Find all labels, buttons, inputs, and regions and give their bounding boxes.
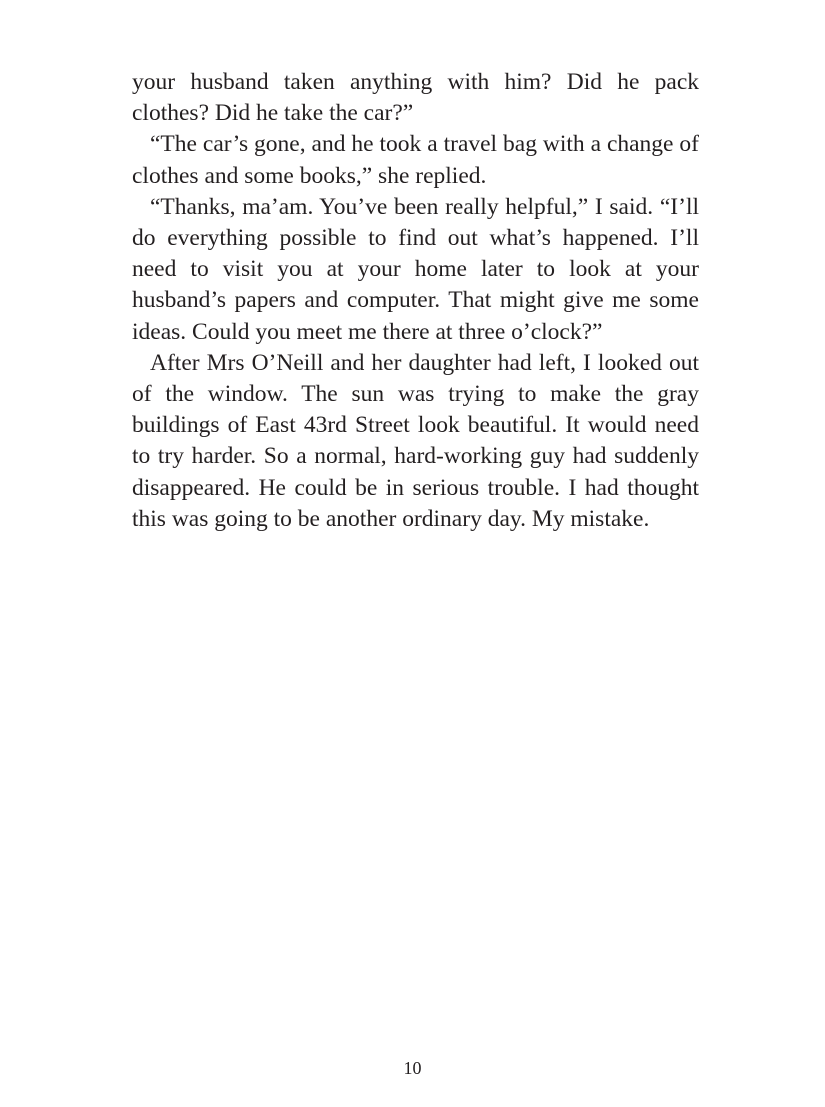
- page-number: 10: [403, 1058, 422, 1078]
- paragraph-continued: your husband taken anything with him? Did he pack clothes? Did he take the car?”: [132, 69, 699, 127]
- paragraph: “Thanks, ma’am. You’ve been really helpful,” I said. “I’ll do everything possible to find out what’s happened. I’ll need to visit you at your home later to look at your husband’s papers and computer. That might give me some ideas. Could you meet me there at three o’clock?”: [132, 193, 699, 345]
- paragraph: “The car’s gone, and he took a travel bag with a change of clothes and some books,” she replied.: [132, 131, 699, 189]
- body-text: [132, 67, 699, 535]
- paragraph: After Mrs O’Neill and her daughter had left, I looked out of the window. The sun was trying to make the gray buildings of East 43rd Street look beautiful. It would need to try harder. So a normal, hard-working guy had suddenly disappeared. He could be in serious trouble. I had thought this was going to be another ordinary day. My mistake.: [132, 349, 699, 532]
